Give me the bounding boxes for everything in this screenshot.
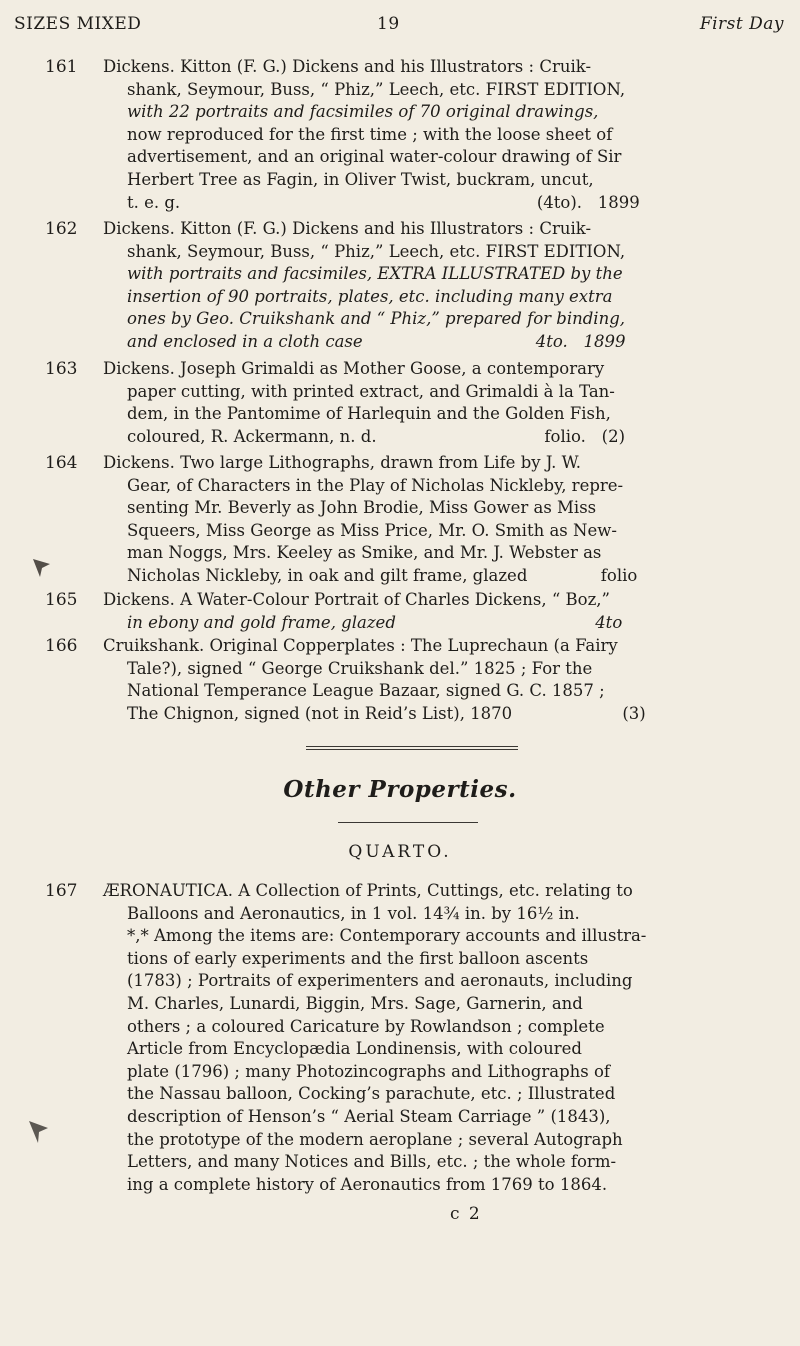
lot-line: ing a complete history of Aeronautics from 1769 to 1864. — [127, 1174, 608, 1194]
lot-line: Balloons and Aeronautics, in 1 vol. 14¾ in. by 16½ in. — [127, 903, 580, 923]
lot-line: paper cutting, with printed extract, and Grimaldi à la Tan- — [127, 381, 615, 401]
lot-line: t. e. g. (4to). 1899 — [127, 192, 640, 212]
lot-line: Herbert Tree as Fagin, in Oliver Twist, buckram, uncut, — [127, 169, 594, 189]
lot-description — [103, 452, 782, 588]
lot-line: tions of early experiments and the first balloon ascents — [127, 948, 589, 968]
page-header — [14, 14, 784, 40]
lot-line: and enclosed in a cloth case 4to. 1899 — [127, 331, 626, 351]
lot-line: the prototype of the modern aeroplane ; several Autograph — [127, 1129, 623, 1149]
lot-line: National Temperance League Bazaar, signed G. C. 1857 ; — [127, 681, 605, 701]
header-right: First Day — [699, 14, 784, 34]
lot-line: Dickens. Kitton (F. G.) Dickens and his Illustrators : Cruik- — [103, 57, 592, 76]
lot-line: Nicholas Nickleby, in oak and gilt frame, glazed folio — [127, 565, 638, 585]
lot-line: ones by Geo. Cruikshank and “ Phiz,” prepared for binding, — [127, 309, 626, 329]
lot-number: 164 — [45, 453, 78, 473]
lot-line: M. Charles, Lunardi, Biggin, Mrs. Sage, Garnerin, and — [127, 993, 583, 1013]
header-left: SIZES MIXED — [14, 14, 142, 34]
lot-number: 167 — [45, 881, 78, 901]
lot-line: shank, Seymour, Buss, “ Phiz,” Leech, etc. FIRST EDITION, — [127, 241, 626, 261]
lot-line: Gear, of Characters in the Play of Nicholas Nickleby, repre- — [127, 475, 624, 495]
lot-number: 165 — [45, 590, 78, 610]
lot-line: senting Mr. Beverly as John Brodie, Miss Gower as Miss — [127, 498, 597, 518]
lot-line: ÆRONAUTICA. A Collection of Prints, Cuttings, etc. relating to — [103, 881, 633, 900]
page-number: 19 — [377, 14, 400, 34]
lot-line: description of Henson’s “ Aerial Steam Carriage ” (1843), — [127, 1106, 611, 1126]
margin-mark-icon — [26, 1118, 54, 1146]
lot-number: 163 — [45, 359, 78, 379]
lot-number: 166 — [45, 636, 78, 656]
lot-line: Article from Encyclopædia Londinensis, with coloured — [127, 1039, 582, 1059]
lot-line: (1783) ; Portraits of experimenters and aeronauts, including — [127, 971, 633, 991]
lot-number: 162 — [45, 219, 78, 239]
lot-line: Dickens. Joseph Grimaldi as Mother Goose, a contemporary — [103, 359, 605, 378]
lot-line: Dickens. Two large Lithographs, drawn from Life by J. W. — [103, 453, 581, 472]
lot-description — [103, 880, 782, 1196]
lot-description — [103, 56, 782, 214]
lot-line: with 22 portraits and facsimiles of 70 original drawings, — [127, 102, 599, 122]
lot-line: plate (1796) ; many Photozincographs and Lithographs of — [127, 1061, 611, 1081]
signature-mark: c 2 — [450, 1204, 482, 1224]
section-divider — [306, 746, 518, 752]
margin-mark-icon — [30, 556, 54, 580]
lot-line: Cruikshank. Original Copperplates : The Luprechaun (a Fairy — [103, 636, 618, 655]
lot-line: Tale?), signed “ George Cruikshank del.” 1825 ; For the — [127, 658, 593, 678]
lot-line: The Chignon, signed (not in Reid’s List), 1870 (3) — [127, 703, 646, 723]
lot-description — [103, 589, 782, 634]
lot-line: coloured, R. Ackermann, n. d. folio. (2) — [127, 426, 626, 446]
lot-line: Squeers, Miss George as Miss Price, Mr. O. Smith as New- — [127, 520, 617, 540]
lot-line: in ebony and gold frame, glazed 4to — [127, 612, 623, 632]
lot-number: 161 — [45, 57, 78, 77]
lot-description — [103, 635, 782, 725]
lot-line: with portraits and facsimiles, EXTRA ILLUSTRATED by the — [127, 264, 623, 284]
lot-line: Dickens. A Water-Colour Portrait of Charles Dickens, “ Boz,” — [103, 590, 610, 609]
lot-line: shank, Seymour, Buss, “ Phiz,” Leech, etc. FIRST EDITION, — [127, 79, 626, 99]
lot-line: now reproduced for the first time ; with the loose sheet of — [127, 124, 613, 144]
subsection-title: QUARTO. — [348, 842, 452, 862]
lot-line: Letters, and many Notices and Bills, etc. ; the whole form- — [127, 1152, 617, 1172]
lot-line: man Noggs, Mrs. Keeley as Smike, and Mr. J. Webster as — [127, 543, 602, 563]
lot-line: advertisement, and an original water-colour drawing of Sir — [127, 147, 622, 167]
lot-line: dem, in the Pantomime of Harlequin and the Golden Fish, — [127, 404, 611, 424]
section-title: Other Properties. — [283, 776, 517, 803]
lot-line: Dickens. Kitton (F. G.) Dickens and his Illustrators : Cruik- — [103, 219, 592, 238]
section-title-rule — [338, 822, 478, 823]
lot-description — [103, 358, 782, 448]
lot-line: the Nassau balloon, Cocking’s parachute, etc. ; Illustrated — [127, 1084, 616, 1104]
lot-description — [103, 218, 782, 354]
lot-line: others ; a coloured Caricature by Rowlandson ; complete — [127, 1016, 605, 1036]
lot-line: insertion of 90 portraits, plates, etc. including many extra — [127, 286, 613, 306]
lot-line: *,* Among the items are: Contemporary accounts and illustra- — [127, 926, 647, 946]
